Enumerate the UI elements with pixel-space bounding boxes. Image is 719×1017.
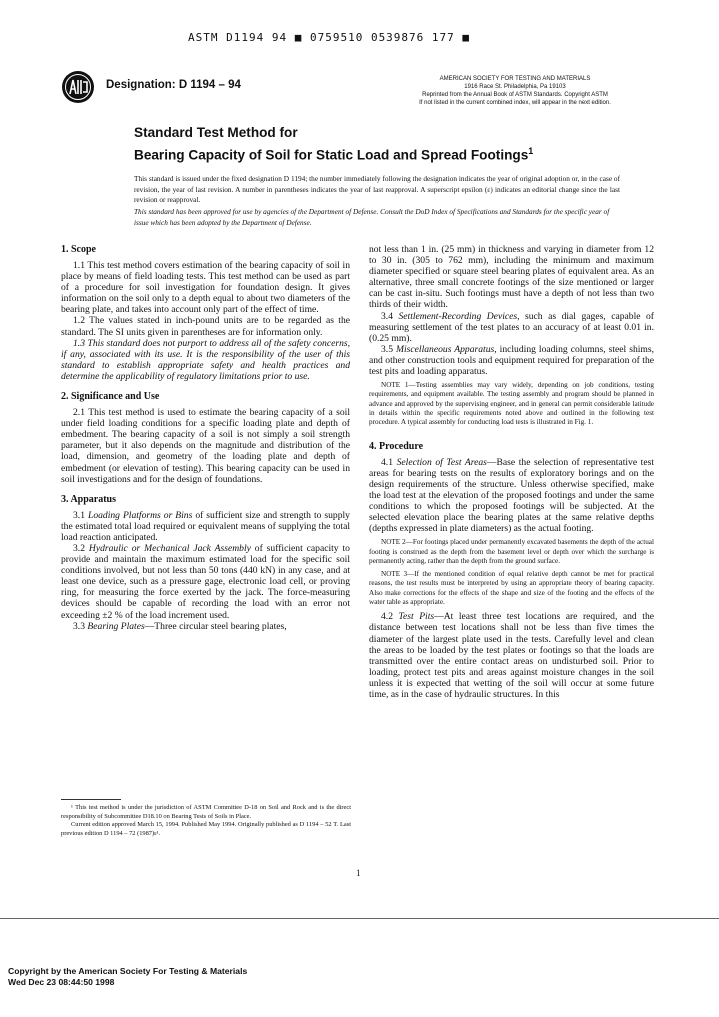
page-number: 1 xyxy=(356,868,361,878)
paragraph-3-1 xyxy=(61,510,350,543)
footnote-line: Current edition approved March 15, 1994. Published May 1994. Originally published as D 1194 – 52 T. Last previous edition D 1194 – 72 (1987)ε¹. xyxy=(61,821,351,837)
title-line-2: Bearing Capacity of Soil for Static Load and Spread Footings xyxy=(134,147,529,163)
note-2: NOTE 2—For footings placed under permanently excavated basements the depth of the actual footing is construed as the depth from the basement level or depth over which the surcharge is permanently acting, rather than the depth from the ground surface. xyxy=(369,538,654,565)
paragraph-number: 3.4 xyxy=(381,310,393,322)
astm-logo-icon xyxy=(61,70,95,104)
publisher-line: Reprinted from the Annual Book of ASTM Standards. Copyright ASTM xyxy=(422,92,608,98)
paragraph-term: Settlement-Recording Devices, xyxy=(398,310,520,322)
paragraph-1-2: 1.2 The values stated in inch-pound units are to be regarded as the standard. The SI units given in parentheses are for information only. xyxy=(61,315,350,338)
paragraph-4-2 xyxy=(369,611,654,700)
footnote-divider xyxy=(61,799,121,800)
publisher-block xyxy=(380,75,650,107)
document-code-line: ASTM D1194 94 ■ 0759510 0539876 177 ■ xyxy=(188,31,471,44)
paragraph-number: 3.3 xyxy=(73,620,85,632)
paragraph-text: of sufficient size and strength to supply the estimated total load required or equivalent means of supplying the total load reaction anticipated. xyxy=(61,509,350,543)
title-line-1: Standard Test Method for xyxy=(134,125,298,140)
paragraph-text: such as dial gages, capable of measuring settlement of the test plates to an accuracy of at least 0.01 in. (0.25 mm). xyxy=(369,310,654,344)
right-column xyxy=(369,244,654,700)
paragraph-text: —At least three test locations are required, and the distance between test locations shall not be less than five times the diameter of the largest plate used in the tests. Carefully level and clean the areas to be loaded by the test plates or footings so that the loads are transmitted over the entire contact areas on undisturbed soil. Prior to loading, protect test pits and areas against moisture changes in the soil unless it is expected that wetting of the soil will occur at some future time, as in the case of hydraulic structures. In this xyxy=(369,611,654,700)
page-divider xyxy=(0,918,719,919)
section-heading-procedure: 4. Procedure xyxy=(369,440,424,452)
paragraph-term: Selection of Test Areas xyxy=(396,456,487,468)
paragraph-3-5 xyxy=(369,344,654,377)
paragraph-1-3: 1.3 This standard does not purport to address all of the safety concerns, if any, associated with its use. It is the responsibility of the user of this standard to establish appropriate safety and health practices and determine the applicability of regulatory limitations prior to use. xyxy=(61,337,350,382)
publisher-line: 1916 Race St. Philadelphia, Pa 19103 xyxy=(464,84,566,90)
footnote-block xyxy=(61,804,351,838)
paragraph-number: 3.2 xyxy=(73,542,85,554)
dod-note: This standard has been approved for use by agencies of the Department of Defense. Consult the DoD Index of Specifications and Standards for the specific year of issue which has been adopted by the Department of Defense. xyxy=(134,207,610,227)
paragraph-number: 3.5 xyxy=(381,343,393,355)
paragraph-number: 4.2 xyxy=(381,611,393,623)
document-title xyxy=(134,124,654,165)
paragraph-1-1: 1.1 This test method covers estimation of the bearing capacity of soil in place by means of field loading tests. This test method can be used as part of a procedure for soil investigation for foundation design. It gives information on the soil only to a depth equal to about two diameters of the bearing plate, and takes into account only part of the effect of time. xyxy=(61,260,350,316)
note-1: NOTE 1—Testing assemblies may vary widely, depending on job conditions, testing requirements, and equipment available. The testing assembly and program should be planned in advance and approved by the supervising engineer, and in general can permit considerable latitude in details within the specific requirements noted above and outlined in the following test procedure. A typical assembly for conducting load tests is illustrated in Fig. 1. xyxy=(369,381,654,427)
section-heading-scope: 1. Scope xyxy=(61,244,96,255)
designation-label: Designation: D 1194 – 94 xyxy=(106,79,241,91)
paragraph-text: —Three circular steel bearing plates, xyxy=(144,620,287,632)
title-footnote-mark: 1 xyxy=(528,146,534,156)
section-heading-apparatus: 3. Apparatus xyxy=(61,493,117,505)
note-3: NOTE 3—If the mentioned condition of equal relative depth cannot be met for practical reasons, the test results must be interpreted by using an appropriate theory of bearing capacity. Also make corrections for the effects of the shape and size of the footing and the effects of the water table as appropriate. xyxy=(369,570,654,607)
paragraph-text: —Base the selection of representative test areas for bearing tests on the results of exploratory borings and on the design requirements of the structure. Unless otherwise specified, make the load test at the elevation of the proposed footings and under the same conditions to which the proposed footings will be subjected. At the selected elevation place the bearing plates at the same relative depths (depths expressed in plate diameters) as the actual footing. xyxy=(369,456,654,535)
paragraph-3-2 xyxy=(61,543,350,621)
paragraph-term: Test Pits xyxy=(398,611,435,623)
paragraph-3-4 xyxy=(369,311,654,344)
publisher-line: AMERICAN SOCIETY FOR TESTING AND MATERIALS xyxy=(439,76,591,82)
paragraph-number: 3.1 xyxy=(73,509,85,521)
issue-note: This standard is issued under the fixed designation D 1194; the number immediately following the designation indicates the year of original adoption or, in the case of revision, the year of last revision. A number in parentheses indicates the year of last reapproval. A superscript epsilon (ε) indicates an editorial change since the last revision or reapproval. xyxy=(134,174,620,205)
paragraph-term: Miscellaneous Apparatus, xyxy=(396,343,497,355)
section-heading-significance: 2. Significance and Use xyxy=(61,391,160,403)
paragraph-number: 4.1 xyxy=(381,456,393,468)
paragraph-2-1: 2.1 This test method is used to estimate the bearing capacity of a soil under field loading conditions for a specific loading plate and depth of embedment. The bearing capacity of a soil is not simply a soil strength parameter, but it also depends on the magnitude and distribution of the load, dimension, and geometry of the loading plate and depth of embedment (or elevation of testing). This bearing capacity can be used in soil investigations and for the design of foundations. xyxy=(61,407,350,485)
footnote-line: ¹ This test method is under the jurisdiction of ASTM Committee D-18 on Soil and Rock and is the direct responsibility of Subcommittee D18.10 on Bearing Tests of Soils in Place. xyxy=(61,804,351,820)
paragraph-text: including loading columns, steel shims, and other construction tools and equipment required for preparation of the test pits and loading apparatus. xyxy=(369,343,654,378)
left-column xyxy=(61,244,350,632)
paragraph-4-1 xyxy=(369,457,654,535)
paragraph-term: Hydraulic or Mechanical Jack Assembly xyxy=(88,542,251,554)
copyright-block xyxy=(8,966,247,988)
paragraph-term: Bearing Plates xyxy=(87,620,145,632)
copyright-timestamp: Wed Dec 23 08:44:50 1998 xyxy=(8,977,115,987)
paragraph-3-3-continued: not less than 1 in. (25 mm) in thickness and varying in diameter from 12 to 30 in. (305 to 762 mm), including the minimum and maximum diameter specified or square steel bearing plates of equivalent area. As an alternative, three small concrete footings of the size mentioned or larger can be cast in-situ. Such footings must have a depth of not less than two thirds of their width. xyxy=(369,244,654,311)
copyright-line: Copyright by the American Society For Testing & Materials xyxy=(8,966,248,976)
publisher-line: If not listed in the current combined index, will appear in the next edition. xyxy=(419,100,611,106)
paragraph-3-3 xyxy=(61,621,350,632)
paragraph-term: Loading Platforms or Bins xyxy=(87,509,193,521)
paragraph-text: of sufficient capacity to provide and maintain the maximum estimated load for the specific soil conditions involved, but not less than 50 tons (440 kN) in any case, and at least one device, such as a pressure gage, electronic load cell, or proving ring, for measuring the force exerted by the jack. The force-measuring devices should be capable of recording the load with an error not exceeding ±2 % of the load increment used. xyxy=(61,542,350,621)
